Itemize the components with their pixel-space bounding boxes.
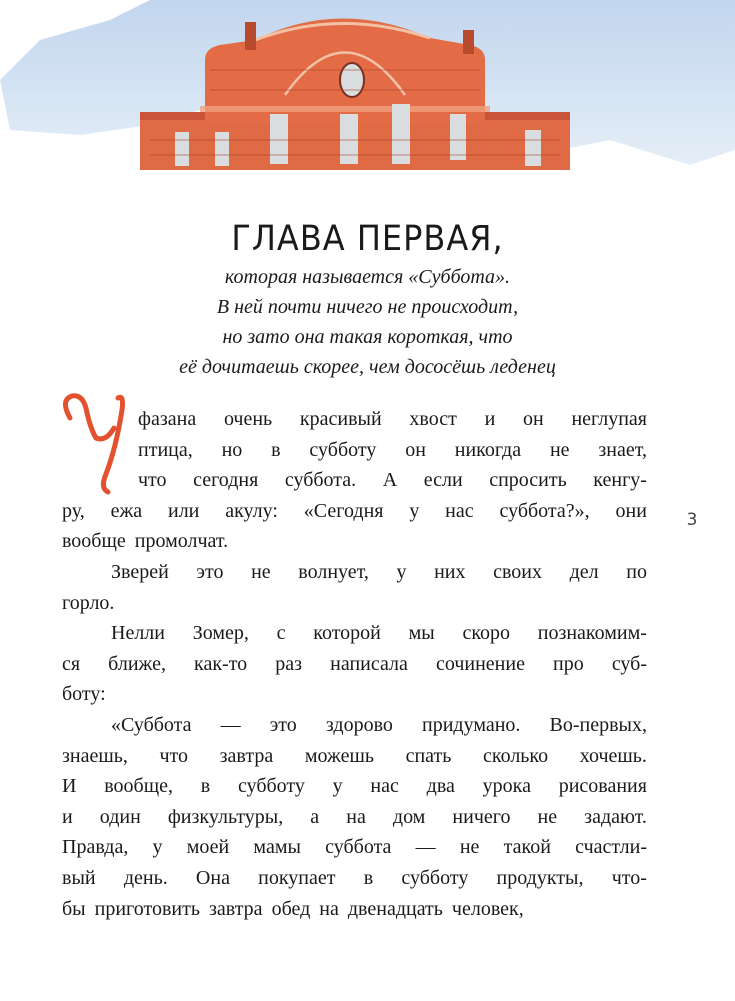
word: у [409, 499, 420, 522]
word: задают. [584, 805, 647, 828]
word: знаешь, [62, 744, 128, 767]
word: субботу [237, 775, 305, 798]
word: физкультуры, [167, 805, 284, 828]
word: написала [330, 652, 408, 675]
word: Во-первых, [549, 713, 647, 736]
word: придумано. [422, 713, 521, 736]
subtitle-line: которая называется «Суббота». [224, 266, 511, 288]
word: бы [62, 897, 86, 920]
word: он [523, 408, 544, 430]
word: ру, [62, 499, 85, 522]
word: раз [275, 652, 303, 675]
subtitle-line: её дочитаешь скорее, чем дососёшь леденец [179, 356, 556, 378]
word: а [310, 805, 320, 828]
word: боту: [62, 683, 106, 706]
text-line [62, 465, 647, 496]
word: спросить [489, 469, 567, 492]
word: у [396, 560, 407, 583]
word: дом [392, 805, 426, 828]
body-text [62, 404, 647, 924]
word: суббота?», [499, 499, 590, 522]
word: И [62, 775, 77, 798]
word: спать [405, 744, 452, 767]
word: красивый [299, 408, 382, 430]
word: на [346, 805, 366, 828]
word: птица, [138, 438, 193, 461]
word: у [152, 836, 163, 859]
word: вообще, [104, 775, 173, 798]
word: они [615, 499, 647, 522]
word: в [271, 438, 281, 461]
word: и [62, 805, 73, 828]
word: Правда, [62, 836, 129, 859]
word: ся [62, 652, 81, 675]
word: — [220, 713, 241, 736]
word: А [382, 469, 398, 492]
text-line [62, 649, 647, 680]
word: промолчат. [134, 530, 229, 553]
text-line [62, 588, 647, 619]
word: покупает [258, 866, 336, 889]
word: — [415, 836, 436, 859]
word: в [200, 775, 211, 798]
subtitle-line: В ней почти ничего не происходит, [216, 296, 519, 318]
word: один [99, 805, 141, 828]
word: по [626, 560, 647, 583]
page-number: 3 [686, 510, 698, 530]
word: своих [493, 560, 542, 583]
word: ежа [110, 499, 143, 522]
word: мамы [253, 836, 301, 859]
word: субботу [401, 866, 469, 889]
text-line [62, 557, 647, 588]
word: про [553, 652, 584, 675]
word: у [332, 775, 343, 798]
word: фазана [138, 408, 197, 430]
word: приготовить [94, 897, 200, 920]
word: как-то [194, 652, 248, 675]
chapter-title: ГЛАВА ПЕРВАЯ, [231, 217, 504, 259]
word: обед [271, 897, 311, 920]
word: завтра [219, 744, 274, 767]
word: волнует, [298, 560, 369, 583]
word: рисования [558, 775, 647, 798]
text-line [62, 894, 647, 925]
text-line [62, 435, 647, 466]
word: нас [445, 499, 474, 522]
subtitle-line: но зато она такая короткая, что [222, 326, 513, 348]
word: Она [195, 866, 230, 889]
word: в [363, 866, 374, 889]
word: хочешь. [579, 744, 647, 767]
word: которой [313, 622, 381, 645]
word: «Сегодня [303, 499, 384, 522]
text-line [62, 526, 647, 557]
word: не [537, 805, 558, 828]
word: это [269, 713, 297, 736]
word: мы [408, 622, 435, 645]
word: субботу [309, 438, 377, 461]
word: не [251, 560, 271, 583]
word: что- [611, 866, 647, 889]
word: день. [123, 866, 168, 889]
word: сочинение [435, 652, 525, 675]
word: не [549, 438, 570, 461]
text-line [62, 832, 647, 863]
word: ближе, [108, 652, 166, 675]
word: вый [62, 866, 96, 889]
word: здорово [325, 713, 393, 736]
word: урока [482, 775, 531, 798]
chapter-subtitle [0, 262, 735, 382]
word: такой [503, 836, 551, 859]
word: Зверей [111, 560, 169, 583]
word: Зомер, [192, 622, 249, 645]
word: вообще [62, 530, 126, 553]
word: с [276, 622, 286, 645]
word: человек, [451, 897, 524, 920]
word: или [168, 499, 200, 522]
word: два [426, 775, 455, 798]
word: что [138, 469, 167, 492]
text-line [62, 802, 647, 833]
word: хвост [409, 408, 457, 430]
word: и [484, 408, 496, 430]
word: не [459, 836, 480, 859]
word: но [221, 438, 243, 461]
word: неглупая [571, 408, 647, 430]
word: суб- [611, 652, 647, 675]
word: нас [370, 775, 399, 798]
word: моей [186, 836, 230, 859]
word: знает, [598, 438, 647, 461]
word: суббота [325, 836, 392, 859]
word: он [405, 438, 426, 461]
word: «Суббота [111, 713, 192, 736]
word: акулу: [225, 499, 278, 522]
word: если [423, 469, 463, 492]
word: ничего [452, 805, 511, 828]
word: познакомим- [537, 622, 647, 645]
word: кенгу- [593, 469, 647, 492]
word: суббота. [284, 469, 357, 492]
word: двенадцать [347, 897, 443, 920]
text-line [62, 741, 647, 772]
word: скоро [462, 622, 511, 645]
text-line [62, 863, 647, 894]
word: горло. [62, 591, 115, 614]
word: что [159, 744, 189, 767]
text-line [62, 618, 647, 649]
word: можешь [304, 744, 374, 767]
text-line [62, 679, 647, 710]
text-line [62, 404, 647, 435]
word: продукты, [496, 866, 584, 889]
building-illustration [0, 0, 735, 215]
word: сегодня [193, 469, 259, 492]
word: счастли- [575, 836, 647, 859]
word: них [434, 560, 466, 583]
word: это [196, 560, 224, 583]
text-line [62, 710, 647, 741]
word: сколько [483, 744, 549, 767]
text-line [62, 496, 647, 527]
word: дел [569, 560, 599, 583]
text-line [62, 771, 647, 802]
word: завтра [208, 897, 263, 920]
word: очень [223, 408, 273, 430]
word: на [319, 897, 339, 920]
word: Нелли [111, 622, 165, 645]
word: никогда [454, 438, 522, 461]
